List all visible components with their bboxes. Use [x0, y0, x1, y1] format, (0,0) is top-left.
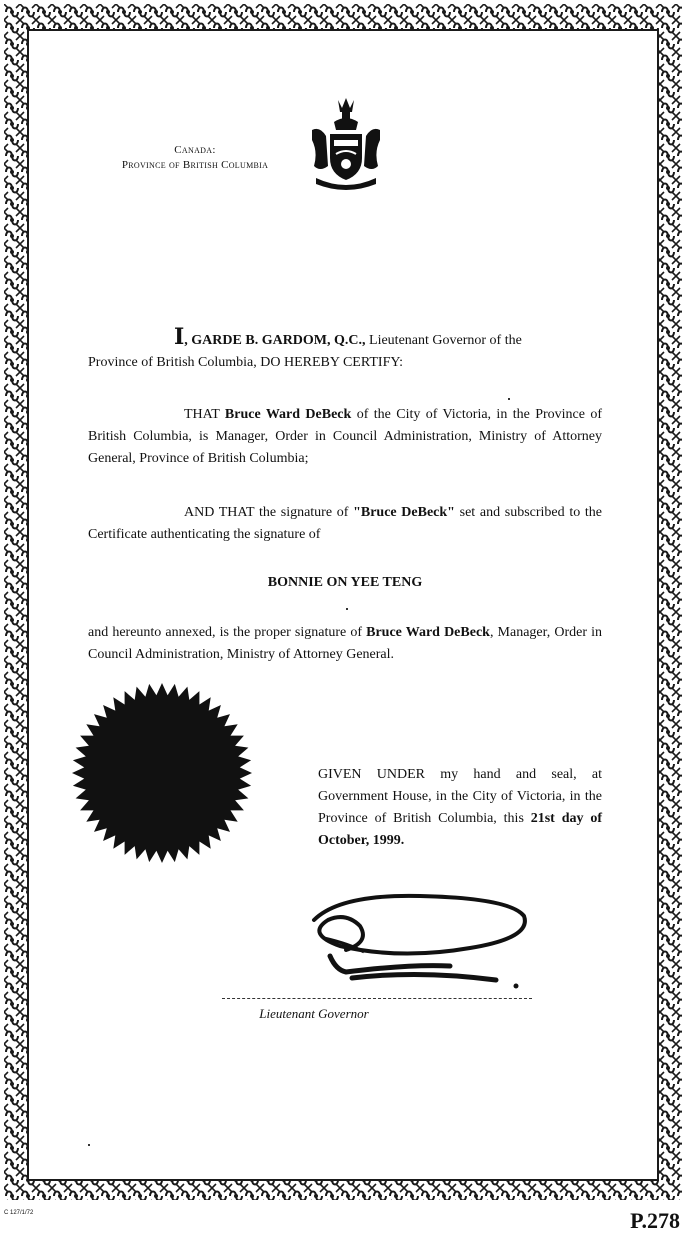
that-clause: [88, 404, 602, 470]
given-under-text: GIVEN UNDER my hand and seal, at Government House, in the City of Victoria, in the Province of British Columbia, this: [318, 767, 602, 826]
signature-line: [222, 998, 532, 999]
form-code: C 127/1/72: [4, 1210, 34, 1216]
annexed-text2: , Manager, Order in Council Administration, Ministry of Attorney General.: [88, 625, 602, 662]
and-that-clause: [88, 502, 602, 546]
seal-icon: [72, 680, 252, 866]
certificate-header: [100, 143, 290, 173]
country-label: Canada:: [174, 144, 216, 156]
intro-text-line2: Province of British Columbia, DO HEREBY CERTIFY:: [88, 355, 404, 370]
subject-name: BONNIE ON YEE TENG: [267, 575, 423, 590]
page-number: P.278: [630, 1208, 680, 1233]
given-under-clause: [318, 764, 602, 852]
coat-of-arms-icon: [306, 96, 386, 194]
quoted-signature: "Bruce DeBeck": [353, 505, 455, 520]
governor-name: , GARDE B. GARDOM, Q.C.,: [184, 333, 366, 348]
province-label: Province of British Columbia: [121, 159, 269, 171]
and-that-text2: set and subscribed to the Certificate authenticating the signature of: [88, 505, 602, 542]
annexed-clause: [88, 622, 602, 666]
handwritten-signature: [300, 886, 540, 990]
scan-speck: [88, 1144, 90, 1146]
annexed-official-name: Bruce Ward DeBeck: [366, 625, 490, 640]
that-lead: THAT: [184, 407, 220, 422]
official-name: Bruce Ward DeBeck: [224, 407, 352, 422]
scan-speck: [508, 398, 510, 400]
intro-text: Lieutenant Governor of the: [365, 333, 522, 348]
signature-caption: Lieutenant Governor: [259, 1006, 369, 1021]
dropcap-letter: I: [174, 324, 185, 350]
and-that-lead: AND THAT: [184, 505, 255, 520]
annexed-text1: and hereunto annexed, is the proper signature of: [88, 625, 367, 640]
given-date: 21st day of October, 1999.: [318, 811, 602, 848]
scan-speck: [346, 608, 348, 610]
and-that-text1: the signature of: [254, 505, 354, 520]
that-clause-text: of the City of Victoria, in the Province of British Columbia, is Manager, Order in Council Administration, Ministry of Attorney General, Province of British Columbia;: [88, 407, 602, 466]
certification-intro: [88, 326, 602, 374]
